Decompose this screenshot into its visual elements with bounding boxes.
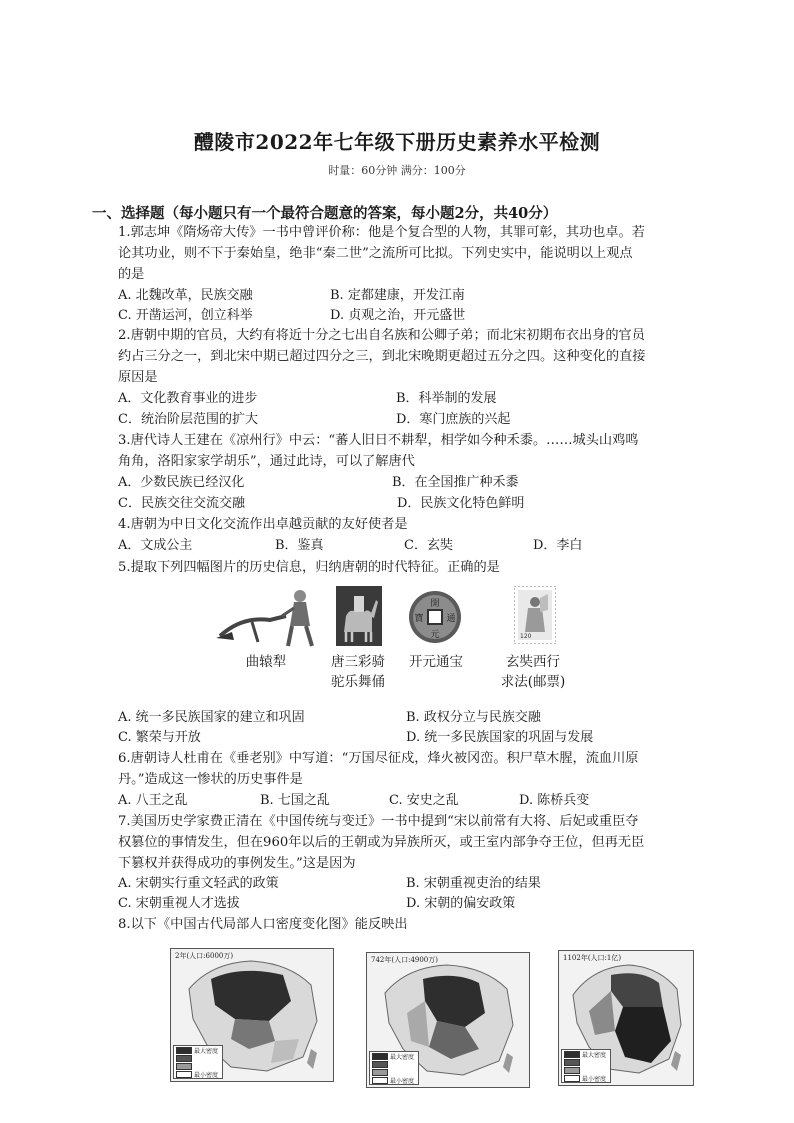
- option-d[interactable]: D. 统一多民族国家的巩固与发展: [406, 730, 594, 745]
- population-map-2ad: [170, 948, 334, 1082]
- question-text: 约占三分之一，到北宋中期已超过四分之三，到北宋晚期更超过五分之四。这种变化的直接: [118, 349, 646, 364]
- question-text: 的是: [118, 267, 145, 282]
- map-label: 742年(人口:4900万): [371, 956, 438, 964]
- option-c[interactable]: C．统治阶层范围的扩大: [118, 412, 258, 427]
- option-a[interactable]: A．少数民族已经汉化: [118, 475, 245, 490]
- map-legend: [369, 1051, 419, 1085]
- option-d[interactable]: D. 陈桥兵变: [519, 793, 590, 808]
- question-text: 原因是: [118, 370, 158, 385]
- question-text: 丹。”造成这一惨状的历史事件是: [118, 772, 303, 787]
- coin-char: 元: [430, 630, 440, 640]
- option-c[interactable]: C．玄奘: [404, 538, 453, 553]
- legend-min: 最小密度: [194, 1071, 219, 1079]
- option-b[interactable]: B．鉴真: [275, 538, 324, 553]
- option-a[interactable]: A. 八王之乱: [118, 793, 188, 808]
- question-text: 3.唐代诗人王建在《凉州行》中云：“蕃人旧日不耕犁，相学如今种禾黍。……城头山鸡鸣: [118, 433, 639, 448]
- page-title: 醴陵市2022年七年级下册历史素养水平检测: [193, 130, 601, 154]
- coin-char: 寶: [414, 614, 424, 624]
- population-map-742ad: [366, 952, 530, 1088]
- question-text: 7.美国历史学家费正清在《中国传统与变迁》一书中提到“宋以前常有大将、后妃或重臣夺: [118, 814, 639, 829]
- option-a[interactable]: A．文成公主: [118, 538, 193, 553]
- coin-char: 開: [430, 599, 440, 609]
- option-a[interactable]: A. 北魏改革，民族交融: [118, 288, 253, 303]
- legend-max: 最大密度: [390, 1053, 415, 1061]
- option-d[interactable]: D．寒门庶族的兴起: [396, 412, 511, 427]
- option-a[interactable]: A. 统一多民族国家的建立和巩固: [118, 710, 305, 725]
- map-legend: [173, 1045, 223, 1079]
- option-b[interactable]: B. 七国之乱: [260, 793, 330, 808]
- question-text: 权篡位的事情发生，但在960年以后的王朝或为异族所灭，或王室内部争夺王位，但再无臣: [118, 835, 645, 850]
- xuanzang-stamp-image: [514, 586, 556, 644]
- question-text: 2.唐朝中期的官员，大约有将近十分之七出自名族和公卿子弟；而北宋初期布衣出身的官员: [118, 328, 645, 343]
- caption-stamp-1: 玄奘西行: [506, 654, 560, 670]
- legend-max: 最大密度: [582, 1051, 607, 1059]
- question-text: 6.唐朝诗人杜甫在《垂老别》中写道：“万国尽征戍，烽火被冈峦。积尸草木腥，流血川原: [118, 751, 639, 766]
- caption-camel-2: 驼乐舞俑: [331, 674, 385, 690]
- option-a[interactable]: A. 宋朝实行重文轻武的政策: [118, 876, 279, 891]
- option-d[interactable]: D. 贞观之治，开元盛世: [330, 308, 466, 323]
- question-text: 论其功业，则不下于秦始皇，绝非“秦二世”之流所可比拟。下列史实中，能说明以上观点: [118, 246, 633, 261]
- option-a[interactable]: A．文化教育事业的进步: [118, 391, 258, 406]
- option-c[interactable]: C. 开凿运河，创立科举: [118, 308, 253, 323]
- stamp-value: 120: [520, 633, 532, 640]
- map-legend: [561, 1049, 611, 1083]
- coin-char: 通: [446, 614, 456, 624]
- question-text: 角角，洛阳家家学胡乐”，通过此诗，可以了解唐代: [118, 454, 415, 469]
- legend-min: 最小密度: [390, 1077, 415, 1085]
- option-b[interactable]: B. 宋朝重视吏治的结果: [406, 876, 541, 891]
- kaiyuan-coin-image: [408, 590, 462, 644]
- map-label: 2年(人口:6000万): [175, 952, 234, 960]
- curved-plow-image: [212, 586, 324, 648]
- legend-max: 最大密度: [194, 1047, 219, 1055]
- caption-camel-1: 唐三彩骑: [331, 654, 385, 670]
- question-text: 4.唐朝为中日文化交流作出卓越贡献的友好使者是: [118, 517, 408, 532]
- caption-coin: 开元通宝: [409, 654, 463, 670]
- question-text: 1.郭志坤《隋炀帝大传》一书中曾评价称：他是个复合型的人物，其罪可彰，其功也卓。若: [118, 225, 645, 240]
- caption-stamp-2: 求法(邮票): [500, 674, 566, 690]
- caption-plow: 曲辕犁: [245, 654, 287, 670]
- exam-info: 时量：60分钟 满分：100分: [328, 164, 466, 177]
- legend-min: 最小密度: [582, 1075, 607, 1083]
- option-b[interactable]: B. 政权分立与民族交融: [406, 710, 541, 725]
- option-b[interactable]: B. 定都建康，开发江南: [330, 288, 465, 303]
- option-c[interactable]: C．民族交往交流交融: [118, 496, 245, 511]
- option-b[interactable]: B．在全国推广种禾黍: [392, 475, 519, 490]
- section-heading: 一、选择题（每小题只有一个最符合题意的答案，每小题2分，共40分）: [92, 205, 558, 222]
- tang-sancai-camel-image: [336, 586, 382, 646]
- option-c[interactable]: C. 宋朝重视人才选拔: [118, 896, 240, 911]
- map-label: 1102年(人口:1亿): [563, 954, 622, 962]
- option-c[interactable]: C. 安史之乱: [389, 793, 459, 808]
- option-d[interactable]: D. 宋朝的偏安政策: [406, 896, 516, 911]
- population-map-1102ad: [558, 950, 694, 1086]
- option-d[interactable]: D．民族文化特色鲜明: [397, 496, 525, 511]
- question-text: 5.提取下列四幅图片的历史信息，归纳唐朝的时代特征。正确的是: [118, 560, 500, 575]
- option-b[interactable]: B．科举制的发展: [396, 391, 497, 406]
- option-d[interactable]: D．李白: [533, 538, 583, 553]
- historical-pictures: [212, 586, 592, 696]
- question-text: 下篡权并获得成功的事例发生。”这是因为: [118, 856, 356, 871]
- question-text: 8.以下《中国古代局部人口密度变化图》能反映出: [118, 917, 408, 932]
- option-c[interactable]: C. 繁荣与开放: [118, 730, 201, 745]
